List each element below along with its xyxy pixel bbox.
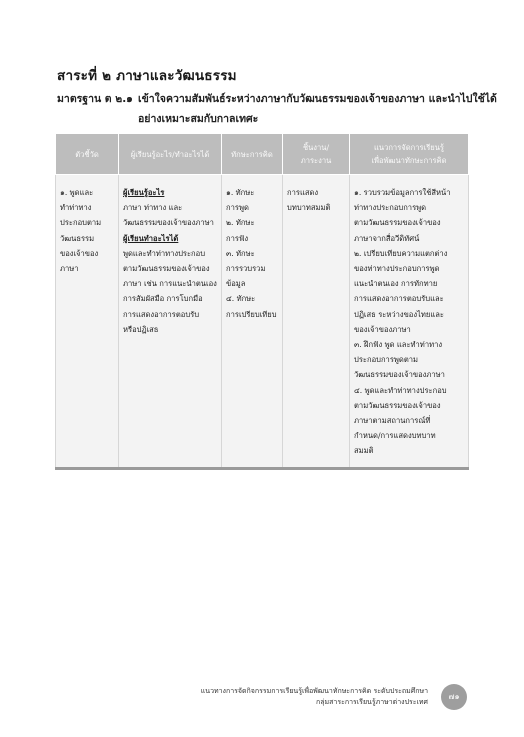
header-learning: ผู้เรียนรู้อะไร/ทำอะไรได้: [119, 134, 222, 175]
table-header-row: [56, 134, 469, 175]
learn-what-title: ผู้เรียนรู้อะไร: [123, 188, 165, 197]
header-activities: แนวการจัดการเรียนรู้ เพื่อพัฒนาทักษะการคิด: [350, 134, 469, 175]
header-thinking-skills: ทักษะการคิด: [222, 134, 283, 175]
header-tasks: ชิ้นงาน/ ภาระงาน: [283, 134, 350, 175]
section-heading: สาระที่ ๒ ภาษาและวัฒนธรรม: [57, 68, 237, 84]
table-row: [56, 175, 469, 469]
page-footer: [201, 686, 428, 708]
can-do-title: ผู้เรียนทำอะไรได้: [123, 233, 179, 243]
standard-line: [57, 90, 497, 107]
cell-activities: ๑. รวบรวมข้อมูลการใช้สีหน้า ท่าทางประกอบการพูด ตามวัฒนธรรมของเจ้าของ ภาษาจากสื่อวีดิทัศน์ ๒. เปรียบเทียบความแตกต่าง ของท่าทางประกอบการพูด แนะนำตนเอง การทักทาย การแสดงอาการตอบรับและ ปฏิเสธ ระหว่างของไทยและ ของเจ้าของภาษา ๓. ฝึกฟัง พูด และทำท่าทาง ประกอบการพูดตาม วัฒนธรรมของเจ้าของภาษา ๔. พูดและทำท่าทางประกอบ ตามวัฒนธรรมของเจ้าของ ภาษาตามสถานการณ์ที่ กำหนด/การแสดงบทบาท สมมติ: [350, 175, 469, 469]
footer-subtitle: กลุ่มสาระการเรียนรู้ภาษาต่างประเทศ: [316, 698, 428, 706]
cell-learning: ผู้เรียนรู้อะไร ภาษา ท่าทาง และ วัฒนธรรมของเจ้าของภาษา ผู้เรียนทำอะไรได้ พูดและทำท่าทางประกอบ ตามวัฒนธรรมของเจ้าของ ภาษา เช่น การแนะนำตนเอง การสัมผัสมือ การโบกมือ การแสดงอาการตอบรับ หรือปฏิเสธ: [119, 175, 222, 469]
cell-tasks: การแสดง บทบาทสมมติ: [283, 175, 350, 469]
cell-thinking-skills: ๑. ทักษะ การพูด ๒. ทักษะ การฟัง ๓. ทักษะ การรวบรวม ข้อมูล ๔. ทักษะ การเปรียบเทียบ: [222, 175, 283, 469]
indicator-table: [55, 133, 469, 470]
footer-title: แนวทางการจัดกิจกรรมการเรียนรู้เพื่อพัฒนาทักษะการคิด ระดับประถมศึกษา: [200, 687, 428, 695]
standard-text-line2: อย่างเหมาะสมกับกาลเทศะ: [138, 113, 259, 125]
standard-text-line1: เข้าใจความสัมพันธ์ระหว่างภาษากับวัฒนธรรมของเจ้าของภาษา และนำไปใช้ได้: [138, 93, 497, 105]
header-indicator: ตัวชี้วัด: [56, 134, 119, 175]
page-number-badge: ๗๑: [441, 684, 467, 710]
cell-indicator: ๑. พูดและ ทำท่าทาง ประกอบตาม วัฒนธรรม ของเจ้าของ ภาษา: [56, 175, 119, 469]
standard-label: มาตรฐาน ต ๒.๑: [57, 93, 133, 105]
